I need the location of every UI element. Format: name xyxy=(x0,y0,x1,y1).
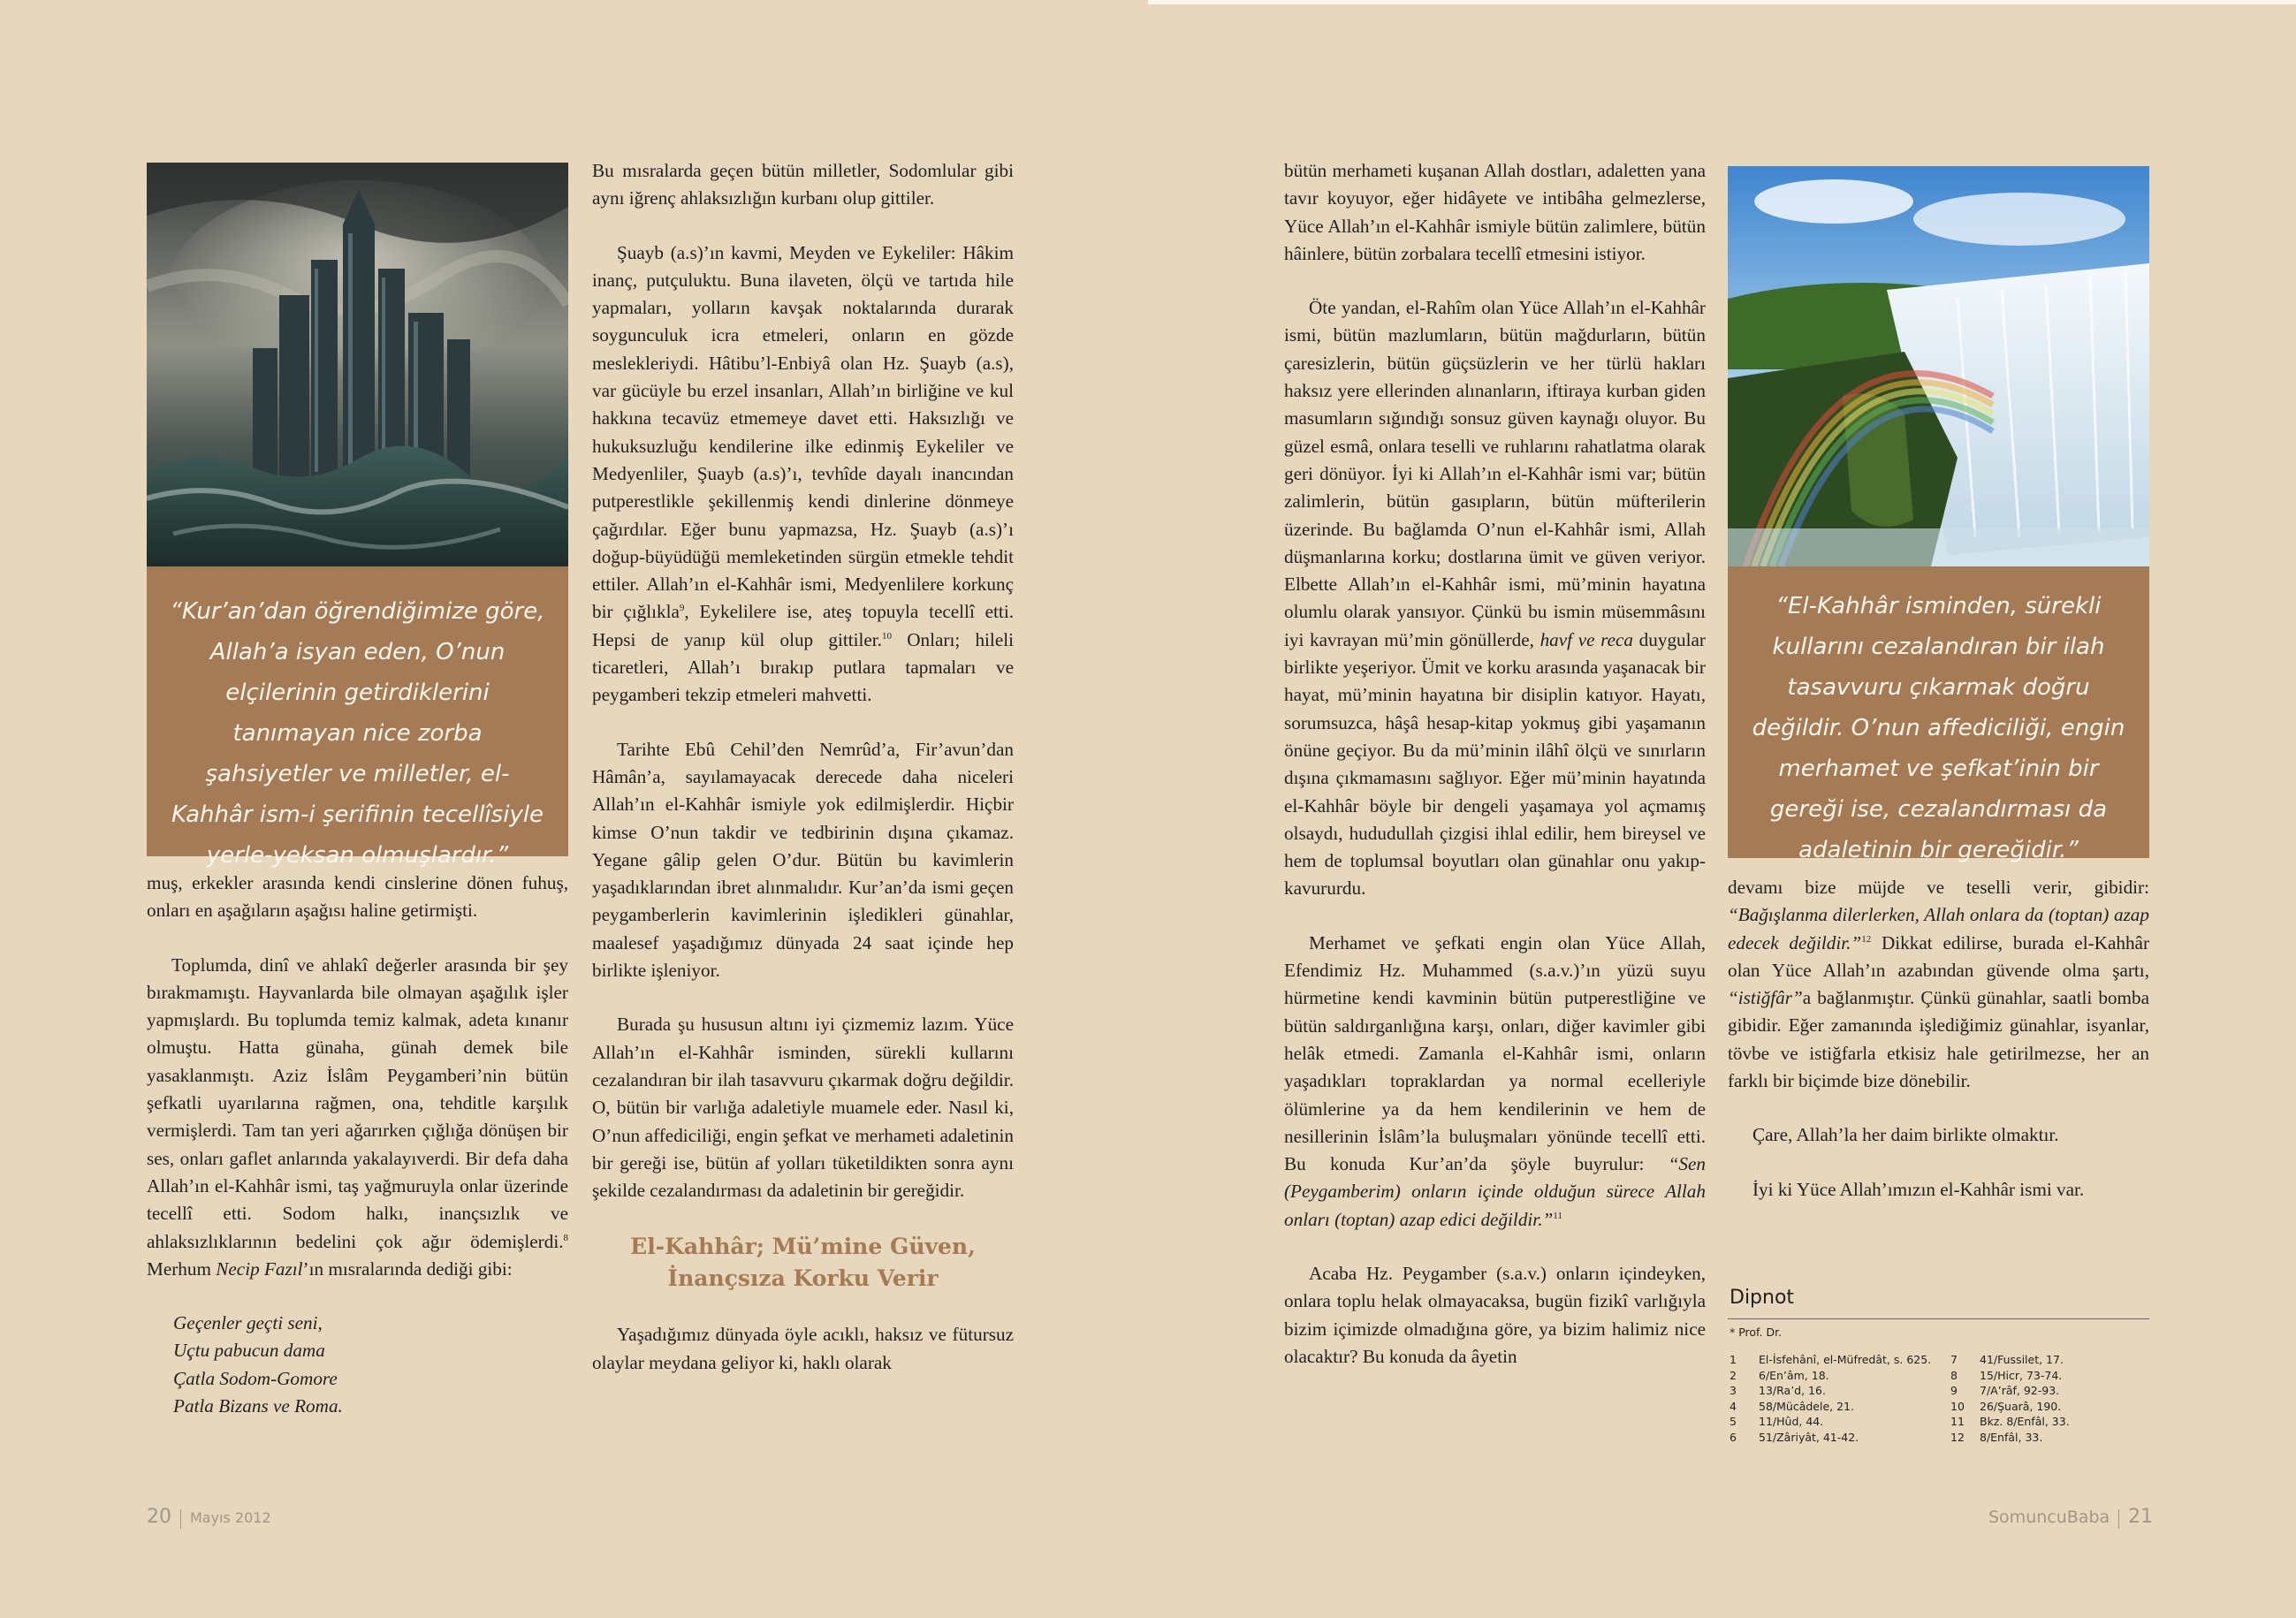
page-number: 20 xyxy=(147,1506,171,1528)
page-number: 21 xyxy=(2128,1506,2154,1528)
paragraph: Çare, Allah’la her daim birlikte olmaktır. xyxy=(1752,1124,2059,1146)
footnote-item: 1 El-İsfehânî, el-Müfredât, s. 625. xyxy=(1730,1353,1932,1366)
footnote-item: 11 Bkz. 8/Enfâl, 33. xyxy=(1950,1415,2070,1429)
paragraph: Acaba Hz. Peygamber (s.a.v.) onların içindeyken, onlara toplu helak olmayacaksa, bugün fizikî varlığıyla bizim içimizde olmadığına göre, ya bizim halimiz nice olacaktır? Bu konuda da âyetin xyxy=(1284,1262,1706,1367)
footnote-item: 3 13/Ra’d, 16. xyxy=(1730,1384,1826,1398)
footnote-item: 9 7/A’râf, 92-93. xyxy=(1950,1384,2060,1398)
paragraph: Burada şu hususun altını iyi çizmemiz lazım. Yüce Allah’ın el-Kahhâr isminden, sürekli kullarını cezalandıran bir ilah tasavvuru çıkarmak doğru değildir. O, bütün bir varlığa adaletiyle muamele eder. Nasıl ki, O’nun affediciliği, engin şefkat ve merhameti adaletinin bir gereği ise, bütün af yolları tüketildikten sonra aynı şekilde cezalandırması da adaletinin bir gereğidir. xyxy=(592,1014,1014,1202)
paragraph: Tarihte Ebû Cehil’den Nemrûd’a, Fir’avun’dan Hâmân’a, sayılamayacak derecede daha niceleri Allah’ın el-Kahhâr ismiyle yok edilmişlerdir. Hiçbir kimse O’nun takdir ve tedbirinin dışına çıkamaz. Yegane gâlip gelen O’dur. Bütün bu kavimlerin yaşadıklarından ibret alınmalıdır. Kur’an’da ismi geçen peygamberlerin kavimlerinin işledikleri günahlar, maalesef yaşadığımız dünyada 24 saat içinde hep birlikte işleniyor. xyxy=(592,738,1014,982)
author-note: * Prof. Dr. xyxy=(1730,1326,1783,1339)
footnote-item: 10 26/Şuarâ, 190. xyxy=(1950,1399,2062,1413)
paragraph: devamı bize müjde ve teselli verir, gibidir: “Bağışlanma dilerlerken, Allah onlara da (toptan) azap edecek değildir.”$^{12}$ Dikkat edilirse, burada el-Kahhâr olan Yüce Allah’ın azabından güvende olma şartı, “istiğfâr”a bağlanmıştır. Çünkü günahlar, saatli bomba gibidir. Eğer zamanında işlediğimiz günahlar, isyanlar, tövbe ve istiğfarla etkisiz hale getirilmezse, her an farklı bir biçimde bize dönebilir. xyxy=(1728,877,2149,1092)
footnotes-divider xyxy=(1728,1318,2149,1319)
pull-quote-right-text: “El-Kahhâr isminden, sürekli kullarını cezalandıran bir ilah tasavvuru çıkarmak doğru değildir. O’nun affediciliği, engin merhamet ve şefkat’inin bir gereği ise, cezalandırması da adaletinin bir gereğidir.” xyxy=(1752,593,2125,863)
footnote-item: 5 11/Hûd, 44. xyxy=(1730,1415,1824,1429)
paragraph: muş, erkekler arasında kendi cinslerine dönen fuhuş, onları en aşağıların aşağısı haline getirmişti. xyxy=(147,872,568,922)
issue-date: Mayıs 2012 xyxy=(190,1509,271,1526)
pull-quote-left xyxy=(147,566,568,869)
storm-city-image xyxy=(147,163,568,566)
paragraph: Merhamet ve şefkati engin olan Yüce Allah, Efendimiz Hz. Muhammed (s.a.v.)’ın yüzü suyu hürmetine kendi kavminin bütün putperestliğine ve bütün saldırganlığına karşı, onları, diğer kavimler gibi helâk etmedi. Zamanla el-Kahhâr ismi, onların yaşadıkları topraklardan ya normal ecelleriyle ölümlerine ya da hem kendilerinin ve hem de nesillerinin İslâm’la buluşmaları yönünde tecellî etti. Bu konuda Kur’an’da şöyle buyrulur: “Sen (Peygamberim) onların içinde olduğun sürece Allah onları (toptan) azap edici değildir.”$^{11}$ xyxy=(1284,931,1706,1230)
section-subheading: El-Kahhâr; Mü’mine Güven, İnançsıza Korku Verir xyxy=(630,1234,976,1292)
paragraph: Yaşadığımız dünyada öyle acıklı, haksız ve fütursuz olaylar meydana geliyor ki, haklı olarak xyxy=(592,1324,1014,1373)
verse-line: Patla Bizans ve Roma. xyxy=(173,1395,343,1417)
right-column-2 xyxy=(1728,874,2149,1230)
pull-quote-right xyxy=(1728,566,2149,863)
footnotes-title: Dipnot xyxy=(1730,1287,1795,1309)
footnote-item: 2 6/En’âm, 18. xyxy=(1730,1368,1829,1382)
right-footer xyxy=(1988,1506,2153,1529)
verse-line: Çatla Sodom-Gomore xyxy=(173,1367,338,1389)
footnote-list-right xyxy=(1950,1352,2070,1446)
paragraph: Bu mısralarda geçen bütün milletler, Sodomlular gibi aynı iğrenç ahlaksızlığın kurbanı olup gittiler. xyxy=(592,160,1014,209)
footnote-item: 12 8/Enfâl, 33. xyxy=(1950,1430,2043,1444)
footnote-item: 7 41/Fussilet, 17. xyxy=(1950,1353,2064,1366)
right-page-top-edge xyxy=(1148,0,2296,4)
right-column-1 xyxy=(1284,157,1706,1397)
paragraph: Öte yandan, el-Rahîm olan Yüce Allah’ın el-Kahhâr ismi, bütün mazlumların, bütün mağdurların, bütün çaresizlerin, bütün güçsüzlerin ve her türlü hakları haksız yere ellerinden alınanların, iftiraya kurban giden masumların sığındığı sonsuz güven kaynağı oluyor. Bu güzel esmâ, onlara teselli ve ruhlarını rahatlatma olarak geri dönüyor. İyi ki Allah’ın el-Kahhâr ismi var; bütün zalimlerin, bütün gasıpların, bütün müfterilerin üzerinde. Bu bağlamda O’nun el-Kahhâr ismi, Allah düşmanlarına korku; dostlarına ümit ve güven veriyor. Elbette Allah’ın el-Kahhâr ismi, mü’minin hayatına olumlu olarak yansıyor. Çünkü bu ismin müsemmâsını iyi kavrayan mü’min gönüllerde, havf ve reca duygular birlikte yeşeriyor. Ümit ve korku arasında yaşanacak bir hayat, mü’minin hayatına bir disiplin katıyor. Hayatı, sorumsuzca, hâşâ hesap-kitap yokmuş gibi yaşamanın önüne geçiyor. Bu da mü’minin ilâhî ölçü ve sınırların dışına çıkmamasını sağlıyor. Eğer mü’minin hayatında el-Kahhâr böyle bir dengeli yaşamaya yol açmamış olsaydı, hududullah çizgisi ihlal edilir, hem bireysel ve hem de toplumsal boyutları olan günahlar onu yakıp-kavururdu. xyxy=(1284,297,1706,900)
paragraph: Şuayb (a.s)’ın kavmi, Meyden ve Eykeliler: Hâkim inanç, putçuluktu. Buna ilaveten, ölçü ve tartıda hile yapmaları, yolların kavşak noktalarında durarak soygunculuk icra etmeleri, onların en gözde meslekleriydi. Hâtibu’l-Enbiyâ olan Hz. Şuayb (a.s), var gücüyle bu erzel insanları, Allah’ın birliğine ve kul hakkına tecavüz etmemeye davet etti. Haksızlığı ve hukuksuzluğu kendilerine ilke edinmiş Eykeliler ve Medyenliler, Şuayb (a.s)’ı, tevhîde dayalı inancından putperestlikle şekillenmiş kendi dinlerine dönmeye çağırdılar. Eğer bunu yapmazsa, Hz. Şuayb (a.s)’ı doğup-büyüdüğü memleketinden sürgün etmekle tehdit ettiler. Allah’ın el-Kahhâr ismi, Medyenlilere korkunç bir çığlıkla$^9$, Eykelilere ise, ateş topuyla tecellî etti. Hepsi de yanıp kül olup gittiler.$^{10}$ Onları; hileli ticaretleri, Allah’ı bırakıp putlara tapmaları ve peygamberi tekzip etmeleri mahvetti. xyxy=(592,241,1014,706)
left-footer xyxy=(147,1506,271,1529)
footnote-item: 6 51/Zâriyât, 41-42. xyxy=(1730,1430,1859,1444)
footnote-item: 4 58/Mücâdele, 21. xyxy=(1730,1399,1854,1413)
magazine-brand: SomuncuBaba xyxy=(1988,1508,2110,1527)
pull-quote-left-text: “Kur’an’dan öğrendiğimize göre, Allah’a isyan eden, O’nun elçilerinin getirdiklerini tanımayan nice zorba şahsiyetler ve milletler, el-Kahhâr ism-i şerifinin tecellîsiyle yerle-yeksan olmuşlardır.” xyxy=(170,598,545,869)
paragraph: İyi ki Yüce Allah’ımızın el-Kahhâr ismi var. xyxy=(1752,1178,2085,1200)
left-column-2 xyxy=(592,157,1014,1403)
waterfall-rainbow-image xyxy=(1728,166,2149,566)
left-column-1 xyxy=(147,870,568,1420)
footnote-list-left xyxy=(1730,1352,1931,1446)
verse-line: Geçenler geçti seni, xyxy=(173,1312,323,1334)
footnote-item: 8 15/Hicr, 73-74. xyxy=(1950,1368,2063,1382)
verse-line: Uçtu pabucun dama xyxy=(173,1340,325,1362)
paragraph: bütün merhameti kuşanan Allah dostları, adaletten yana tavır koyuyor, eğer hidâyete ve intibâha gelmezlerse, Yüce Allah’ın el-Kahhâr ismiyle bütün zalimlere, bütün hâinlere, bütün zorbalara tecellî etmesini istiyor. xyxy=(1284,160,1706,264)
paragraph: Toplumda, dinî ve ahlakî değerler arasında bir şey bırakmamıştı. Hayvanlarda bile olmayan aşağılık işler yapmışlardı. Bu toplumda temiz kalmak, adeta kınanır olmuştu. Hatta günaha, günah demek bile yasaklanmıştı. Aziz İslâm Peygamberi’nin bütün şefkatli uyarılarına rağmen, ona, tehditle karşılık vermişlerdi. Tam tan yeri ağarırken çığlığa dönüşen bir ses, onları gaflet anlarında yakalayıverdi. Bir defa daha Allah’ın el-Kahhâr ismi, taş yağmuruyla onlar üzerinde tecellî etti. Sodom halkı, inançsızlık ve ahlaksızlıklarının bedelini çok ağır ödemişlerdi.$^8$ Merhum Necip Fazıl’ın mısralarında dediği gibi: xyxy=(147,953,568,1280)
